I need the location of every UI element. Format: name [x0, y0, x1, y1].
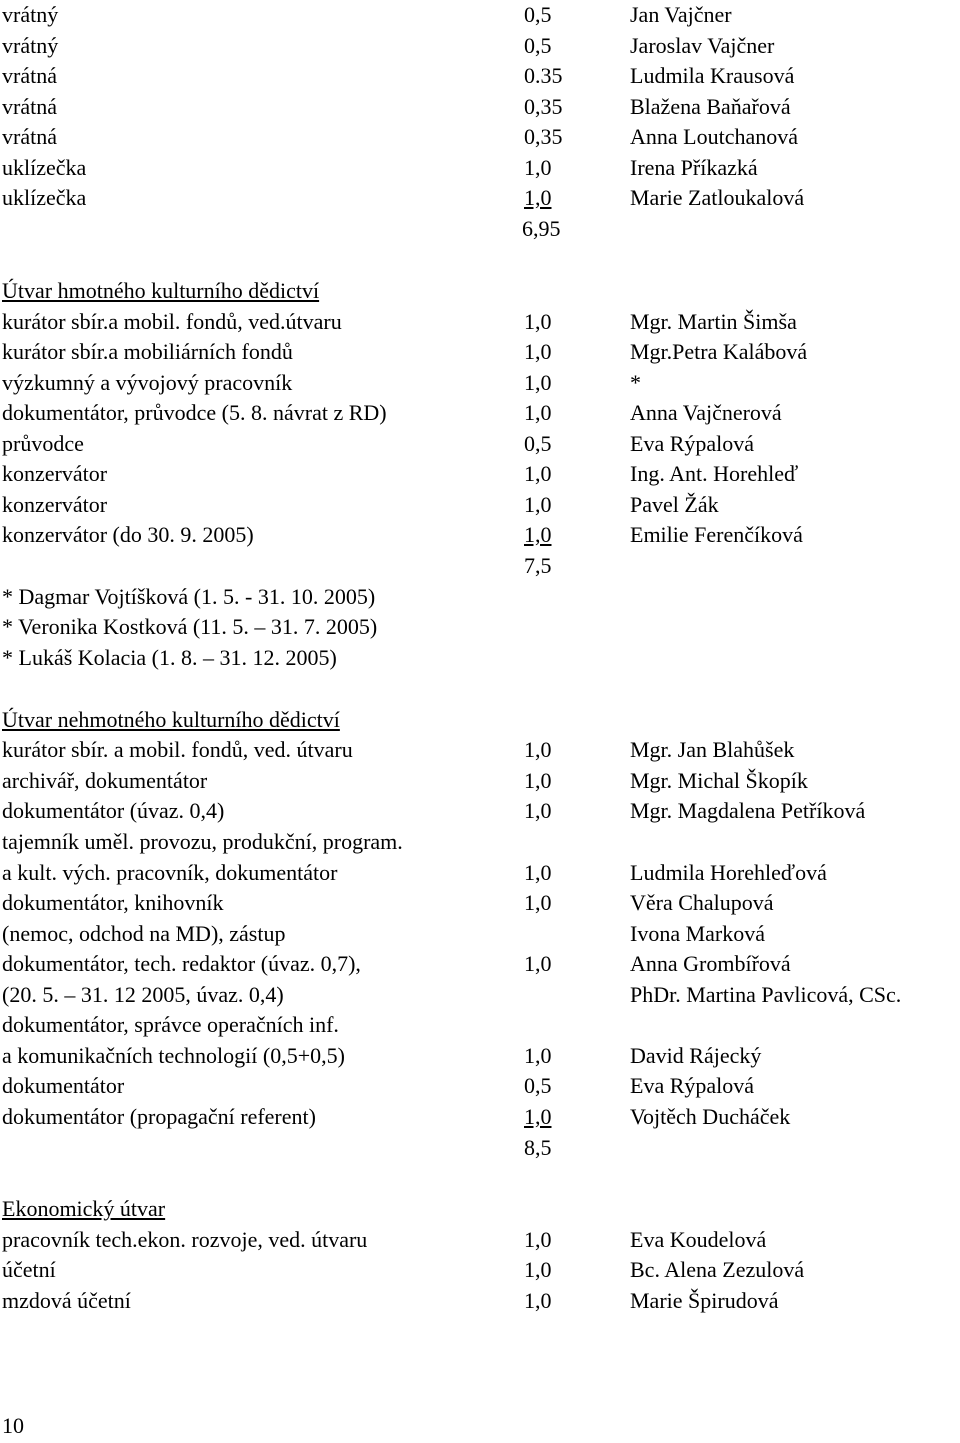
role: (nemoc, odchod na MD), zástup [2, 921, 286, 946]
staff-row [0, 796, 960, 826]
role: kurátor sbír.a mobiliárních fondů [2, 339, 293, 364]
role: uklízečka [2, 155, 87, 180]
role: konzervátor [2, 492, 108, 517]
role: pracovník tech.ekon. rozvoje, ved. útvaru [2, 1227, 368, 1252]
fte: 1,0 [524, 1043, 552, 1068]
person-name: Pavel Žák [630, 492, 719, 517]
staff-row [0, 1071, 960, 1101]
person-name: Ludmila Krausová [630, 63, 795, 88]
person-name: Bc. Alena Zezulová [630, 1257, 805, 1282]
role: vrátná [2, 94, 57, 119]
fte: 1,0 [524, 737, 552, 762]
role: vrátná [2, 63, 57, 88]
section-heading [0, 705, 960, 735]
person-name: Mgr. Jan Blahůšek [630, 737, 795, 762]
staff-row [0, 122, 960, 152]
staff-row [0, 1102, 960, 1132]
staff-row [0, 459, 960, 489]
person-name: Anna Grombířová [630, 951, 791, 976]
staff-row [0, 520, 960, 550]
role: výzkumný a vývojový pracovník [2, 370, 293, 395]
fte: 1,0 [524, 155, 552, 180]
role: a kult. vých. pracovník, dokumentátor [2, 860, 338, 885]
section-title: Ekonomický útvar [2, 1196, 166, 1221]
person-name: Jaroslav Vajčner [630, 33, 775, 58]
note-line [0, 612, 960, 642]
person-name: PhDr. Martina Pavlicová, CSc. [630, 982, 902, 1007]
staff-row [0, 1010, 960, 1040]
person-name: David Rájecký [630, 1043, 762, 1068]
note-line [0, 582, 960, 612]
role: uklízečka [2, 185, 87, 210]
role: archivář, dokumentátor [2, 768, 208, 793]
role: dokumentátor (úvaz. 0,4) [2, 798, 225, 823]
person-name: Věra Chalupová [630, 890, 774, 915]
page-number: 10 [2, 1413, 24, 1438]
staff-row [0, 398, 960, 428]
staff-row [0, 1225, 960, 1255]
fte: 0,35 [524, 94, 563, 119]
role: vrátný [2, 2, 59, 27]
fte: 1,0 [524, 461, 552, 486]
role: dokumentátor, tech. redaktor (úvaz. 0,7), [2, 951, 361, 976]
role: dokumentátor, průvodce (5. 8. návrat z RD) [2, 400, 387, 425]
person-name: * [630, 370, 641, 395]
fte: 1,0 [524, 400, 552, 425]
staff-row [0, 183, 960, 213]
fte: 1,0 [524, 492, 552, 517]
person-name: Vojtěch Ducháček [630, 1104, 791, 1129]
staff-row [0, 888, 960, 918]
fte-total: 6,95 [522, 216, 561, 241]
fte: 0,5 [524, 1073, 552, 1098]
staff-row [0, 153, 960, 183]
person-name: Ivona Marková [630, 921, 766, 946]
fte: 1,0 [524, 309, 552, 334]
role: dokumentátor [2, 1073, 125, 1098]
role: (20. 5. – 31. 12 2005, úvaz. 0,4) [2, 982, 284, 1007]
person-name: Anna Loutchanová [630, 124, 798, 149]
fte: 1,0 [524, 185, 552, 210]
staff-row [0, 490, 960, 520]
note: * Lukáš Kolacia (1. 8. – 31. 12. 2005) [2, 645, 337, 670]
role: dokumentátor, knihovník [2, 890, 224, 915]
person-name: Mgr.Petra Kalábová [630, 339, 808, 364]
person-name: Eva Koudelová [630, 1227, 767, 1252]
role: kurátor sbír. a mobil. fondů, ved. útvaru [2, 737, 353, 762]
fte: 1,0 [524, 1104, 552, 1129]
staff-row [0, 1041, 960, 1071]
section-title: Útvar nehmotného kulturního dědictví [2, 707, 340, 732]
staff-row [0, 92, 960, 122]
staff-row [0, 980, 960, 1010]
fte: 0,5 [524, 2, 552, 27]
person-name: Eva Rýpalová [630, 431, 755, 456]
section-heading [0, 276, 960, 306]
fte: 1,0 [524, 1227, 552, 1252]
total-row [0, 551, 960, 581]
section-title: Útvar hmotného kulturního dědictví [2, 278, 320, 303]
staff-row [0, 307, 960, 337]
person-name: Marie Zatloukalová [630, 185, 805, 210]
person-name: Mgr. Magdalena Petříková [630, 798, 866, 823]
fte: 1,0 [524, 370, 552, 395]
fte-total: 8,5 [524, 1135, 552, 1160]
person-name: Jan Vajčner [630, 2, 732, 27]
fte: 1,0 [524, 860, 552, 885]
role: tajemník uměl. provozu, produkční, program. [2, 829, 403, 854]
person-name: Ludmila Horehleďová [630, 860, 827, 885]
staff-row [0, 368, 960, 398]
person-name: Blažena Baňařová [630, 94, 791, 119]
total-row [0, 1133, 960, 1163]
fte: 1,0 [524, 339, 552, 364]
role: konzervátor (do 30. 9. 2005) [2, 522, 254, 547]
role: mzdová účetní [2, 1288, 131, 1313]
person-name: Emilie Ferenčíková [630, 522, 803, 547]
staff-row [0, 919, 960, 949]
fte: 1,0 [524, 1257, 552, 1282]
role: vrátná [2, 124, 57, 149]
staff-row [0, 827, 960, 857]
fte-total: 7,5 [524, 553, 552, 578]
staff-row [0, 1255, 960, 1285]
role: kurátor sbír.a mobil. fondů, ved.útvaru [2, 309, 342, 334]
staff-row [0, 858, 960, 888]
staff-row [0, 735, 960, 765]
fte: 0.35 [524, 63, 563, 88]
note: * Dagmar Vojtíšková (1. 5. - 31. 10. 2005) [2, 584, 376, 609]
person-name: Ing. Ant. Horehleď [630, 461, 799, 486]
fte: 0,5 [524, 33, 552, 58]
total-row [0, 214, 960, 244]
person-name: Mgr. Martin Šimša [630, 309, 797, 334]
fte: 1,0 [524, 798, 552, 823]
staff-row [0, 1286, 960, 1316]
fte: 1,0 [524, 890, 552, 915]
staff-row [0, 61, 960, 91]
fte: 1,0 [524, 951, 552, 976]
staff-row [0, 31, 960, 61]
person-name: Eva Rýpalová [630, 1073, 755, 1098]
role: a komunikačních technologií (0,5+0,5) [2, 1043, 345, 1068]
person-name: Marie Špirudová [630, 1288, 779, 1313]
person-name: Anna Vajčnerová [630, 400, 782, 425]
section-heading [0, 1194, 960, 1224]
role: účetní [2, 1257, 56, 1282]
role: vrátný [2, 33, 59, 58]
person-name: Irena Příkazká [630, 155, 758, 180]
note: * Veronika Kostková (11. 5. – 31. 7. 2005) [2, 614, 378, 639]
staff-row [0, 0, 960, 30]
role: dokumentátor, správce operačních inf. [2, 1012, 339, 1037]
staff-row [0, 429, 960, 459]
note-line [0, 643, 960, 673]
fte: 0,5 [524, 431, 552, 456]
staff-row [0, 949, 960, 979]
fte: 1,0 [524, 1288, 552, 1313]
staff-row [0, 337, 960, 367]
role: konzervátor [2, 461, 108, 486]
fte: 1,0 [524, 768, 552, 793]
fte: 0,35 [524, 124, 563, 149]
fte: 1,0 [524, 522, 552, 547]
staff-row [0, 766, 960, 796]
role: dokumentátor (propagační referent) [2, 1104, 316, 1129]
person-name: Mgr. Michal Škopík [630, 768, 808, 793]
role: průvodce [2, 431, 84, 456]
